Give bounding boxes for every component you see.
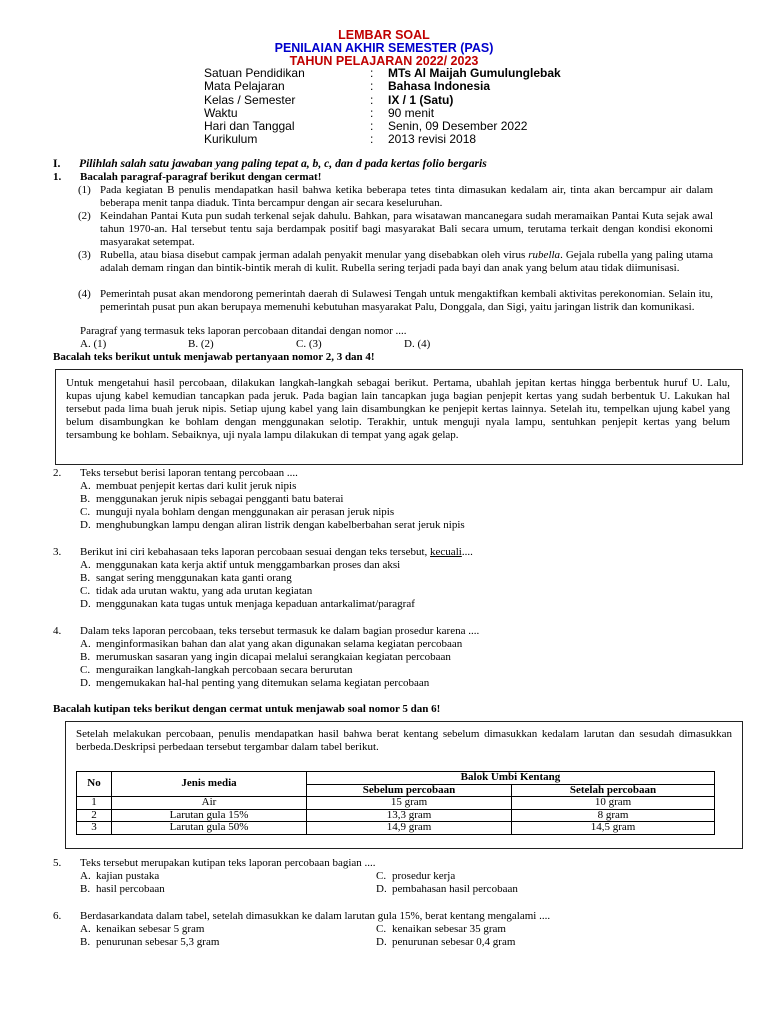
header-title: LEMBAR SOAL (338, 28, 430, 42)
header-exam-name: PENILAIAN AKHIR SEMESTER (PAS) (274, 41, 494, 55)
q5-option-d[interactable]: D. pembahasan hasil percobaan (376, 882, 518, 895)
q5-option-c[interactable]: C. prosedur kerja (376, 869, 456, 882)
col-header-no: No (77, 772, 112, 797)
q6-option-a[interactable]: A. kenaikan sebesar 5 gram (80, 922, 205, 935)
q6-option-d[interactable]: D. penurunan sebesar 0,4 gram (376, 935, 516, 948)
info-row-curriculum: Kurikulum : 2013 revisi 2018 (204, 132, 477, 147)
q6-question: 6. Berdasarkandata dalam tabel, setelah dimasukkan ke dalam larutan gula 15%, berat kentang mengalami .... (53, 910, 551, 922)
reading-text-box-1: Untuk mengetahui hasil percobaan, dilakukan langkah-langkah sebagai berikut. Pertama, ubahlah jepitan kertas hingga berbentuk huruf U. Lalu, kupas ujung kabel kemudian tancapkan pada jeruk. Pada bagian lain tancapkan juga bagian penjepit kertas yang sudah berbentuk U. Lakukan hal tersebut pada lima buah jeruk nipis. Setiap ujung kabel yang lain disambungkan ke penjepit kertas lainnya. Setelah itu, tempelkan ujung kabel yang belum disambungkan ke bohlam dengan menggunakan selotip. Terakhir, untuk menguji nyala lampu, sentuhkan penjepit kertas yang belum tersambung ke bohlam. Sebaiknya, uji nyala lampu dilakukan di tempat yang agak gelap. (55, 369, 743, 465)
q3-option-a[interactable]: A. menggunakan kata kerja aktif untuk menggambarkan proses dan aksi (80, 558, 401, 571)
potato-data-table (76, 771, 715, 835)
table-header-row (77, 772, 715, 785)
q4-question: 4. Dalam teks laporan percobaan, teks tersebut termasuk ke dalam bagian prosedur karena .... (53, 625, 480, 637)
info-row-date: Hari dan Tanggal : Senin, 09 Desember 2022 (204, 119, 528, 134)
q1-options (80, 338, 500, 351)
q1-option-c[interactable]: C. (3) (296, 338, 322, 350)
section-instruction: I. Pilihlah salah satu jawaban yang paling tepat a, b, c, dan d pada kertas folio bergaris (53, 157, 487, 170)
table-row: 2 Larutan gula 15% 13,3 gram 8 gram (77, 809, 715, 822)
q3-option-d[interactable]: D. menggunakan kata tugas untuk menjaga kepaduan antarkalimat/paragraf (80, 597, 415, 610)
col-header-group: Balok Umbi Kentang (307, 772, 715, 785)
q1-paragraph-2: (2) Keindahan Pantai Kuta pun sudah terkenal sejak dahulu. Bahkan, para wisatawan mancanegara sudah meramaikan Pantai Kuta sejak awal tahun 1970-an. Hal tersebut tentu saja berdampak positif bagi masyarakat Bali secara umum, terutama terkait dengan kondisi ekonomi masyarakat setempat. (78, 210, 713, 248)
q1-instruction: 1. Bacalah paragraf-paragraf berikut dengan cermat! (53, 171, 322, 183)
q1-option-a[interactable]: A. (1) (80, 338, 107, 350)
q6-option-c[interactable]: C. kenaikan sebesar 35 gram (376, 922, 506, 935)
q6-option-b[interactable]: B. penurunan sebesar 5,3 gram (80, 935, 220, 948)
q3 (53, 546, 713, 611)
q2-option-b[interactable]: B. menggunakan jeruk nipis sebagai pengganti batu baterai (80, 492, 344, 505)
q4-option-d[interactable]: D. mengemukakan hal-hal penting yang ditemukan selama kegiatan percobaan (80, 676, 430, 689)
exam-info (204, 67, 561, 147)
info-row-subject: Mata Pelajaran : Bahasa Indonesia (204, 79, 491, 94)
q1-paragraph-1: (1) Pada kegiatan B penulis mendapatkan hasil bahwa ketika beberapa tetes tinta dimasukan kedalam air, tinta akan bercampur air dalam beberapa menit tanpa diaduk. Tinta bercampur dengan air secara keseluruhan. (78, 184, 713, 209)
table-row: 3 Larutan gula 50% 14,9 gram 14,5 gram (77, 822, 715, 835)
instruction-q2-4: Bacalah teks berikut untuk menjawab pertanyaan nomor 2, 3 dan 4! (53, 351, 375, 363)
q4-option-b[interactable]: B. merumuskan sasaran yang ingin dicapai melalui serangkaian kegiatan percobaan (80, 650, 451, 663)
instruction-q5-6: Bacalah kutipan teks berikut dengan cermat untuk menjawab soal nomor 5 dan 6! (53, 703, 441, 715)
q2-option-d[interactable]: D. menghubungkan lampu dengan aliran listrik dengan kabelberbahan serat jeruk nipis (80, 518, 465, 531)
col-header-before: Sebelum percobaan (307, 784, 512, 797)
col-header-media: Jenis media (112, 772, 307, 797)
reading-text-box-2: Setelah melakukan percobaan, penulis mendapatkan hasil bahwa berat kentang sebelum dimasukkan kedalam larutan dan sesudah dimasukkan berbeda.Deskripsi perbedaan tersebut tergambar dalam tabel berikut. (65, 721, 743, 849)
q3-question: 3. Berikut ini ciri kebahasaan teks laporan percobaan sesuai dengan teks tersebut, kecuali.... (53, 546, 473, 558)
info-row-class: Kelas / Semester : IX / 1 (Satu) (204, 92, 454, 107)
q5-option-b[interactable]: B. hasil percobaan (80, 882, 165, 895)
q4-option-a[interactable]: A. menginformasikan bahan dan alat yang akan digunakan selama kegiatan percobaan (80, 637, 463, 650)
q1-paragraph-4: (4) Pemerintah pusat akan mendorong pemerintah daerah di Sulawesi Tengah untuk mengaktifkan kembali aktivitas perekonomian. Selain itu, pemerintah pusat pun akan berupaya memenuhi kebutuhan masyarakat Palu, Donggala, dan Sigi, yaitu jaringan listrik dan komunikasi. (78, 288, 713, 313)
q5-question: 5. Teks tersebut merupakan kutipan teks laporan percobaan bagian .... (53, 857, 376, 869)
q5 (53, 857, 713, 896)
q4 (53, 625, 713, 690)
q5-option-a[interactable]: A. kajian pustaka (80, 869, 160, 882)
q2-option-a[interactable]: A. membuat penjepit kertas dari kulit jeruk nipis (80, 479, 297, 492)
col-header-after: Setelah percobaan (512, 784, 715, 797)
q6 (53, 910, 713, 949)
q1-question: Paragraf yang termasuk teks laporan percobaan ditandai dengan nomor .... (80, 325, 407, 337)
q3-option-c[interactable]: C. tidak ada urutan waktu, yang ada urutan kegiatan (80, 584, 313, 597)
q2 (53, 467, 713, 532)
q1-paragraph-3: (3) Rubella, atau biasa disebut campak jerman adalah penyakit menular yang disebabkan oleh virus rubella. Gejala rubella yang paling utama adalah demam ringan dan bintik-bintik merah di kulit. Rubella sering terjadi pada bayi dan anak yang belum atau tidak diimunisasi. (78, 249, 713, 274)
info-row-school: Satuan Pendidikan : MTs Al Maijah Gumulunglebak (204, 66, 561, 80)
q1-option-d[interactable]: D. (4) (404, 338, 431, 350)
q4-option-c[interactable]: C. menguraikan langkah-langkah percobaan secara berurutan (80, 663, 353, 676)
table-row: 1 Air 15 gram 10 gram (77, 797, 715, 810)
q2-option-c[interactable]: C. munguji nyala bohlam dengan menggunakan air perasan jeruk nipis (80, 505, 395, 518)
info-row-time: Waktu : 90 menit (204, 105, 435, 120)
q2-question: 2. Teks tersebut berisi laporan tentang percobaan .... (53, 467, 298, 479)
header-school-year: TAHUN PELAJARAN 2022/ 2023 (289, 54, 479, 68)
q3-option-b[interactable]: B. sangat sering menggunakan kata ganti orang (80, 571, 292, 584)
q1-option-b[interactable]: B. (2) (188, 338, 214, 350)
